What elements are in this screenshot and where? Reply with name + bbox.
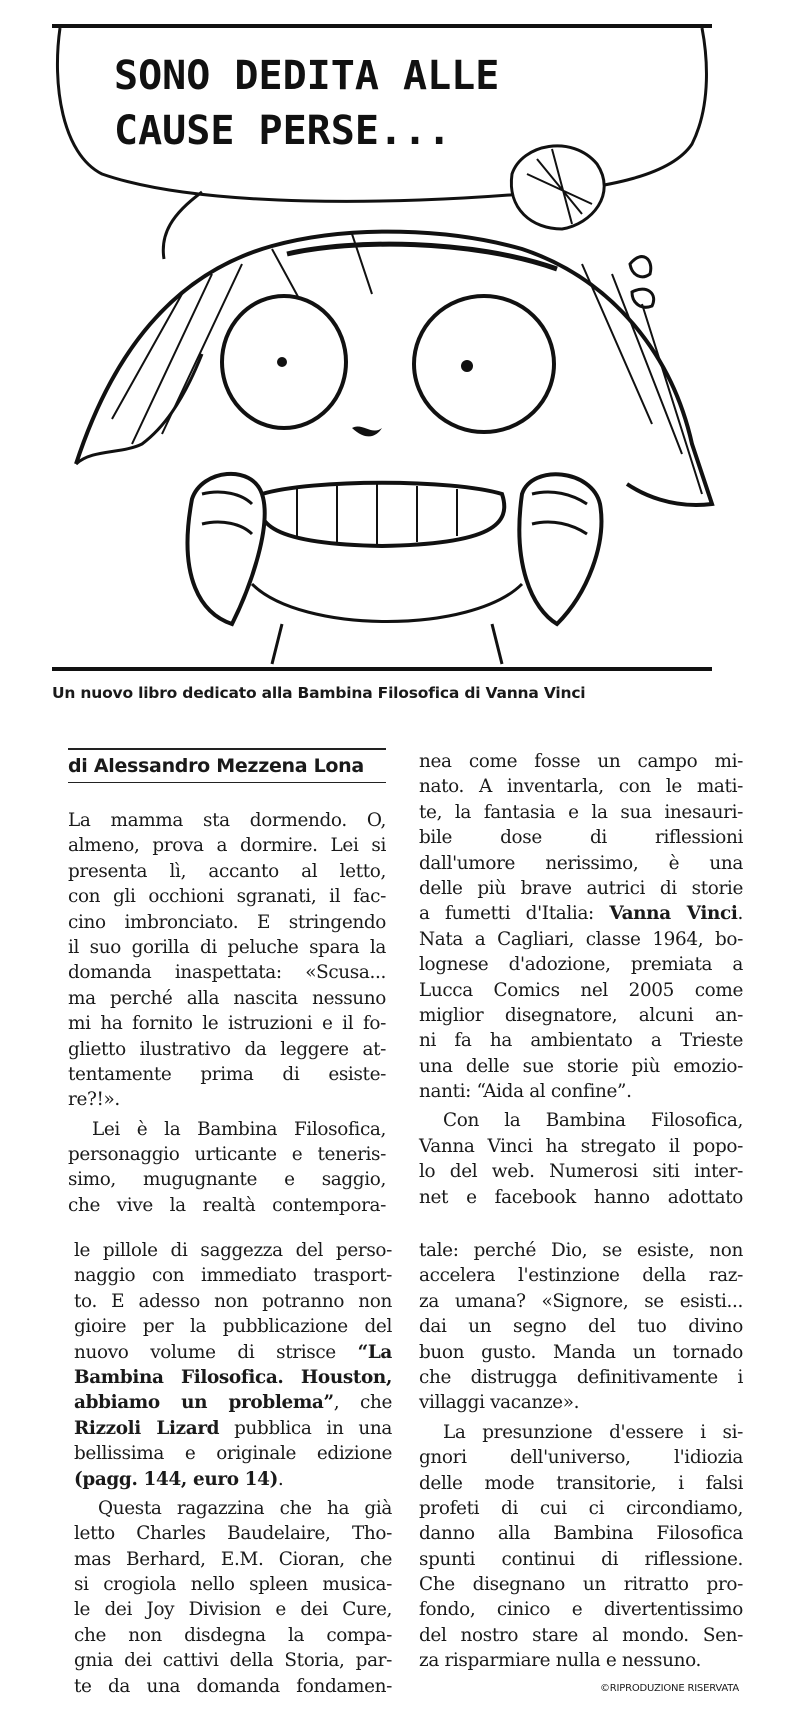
text-line: nato. A inventarla, con le mati- xyxy=(419,776,743,798)
text-line: Nata a Cagliari, classe 1964, bo- xyxy=(419,928,743,950)
text-line: almeno, prova a dormire. Lei si xyxy=(68,835,386,857)
text-run: , che xyxy=(333,1392,392,1414)
text-line: fondo, cinico e divertentissimo xyxy=(419,1599,743,1621)
article-column-2-top xyxy=(419,749,743,1210)
speech-text-line-2: CAUSE PERSE... xyxy=(114,108,452,154)
text-line: re?!». xyxy=(68,1089,120,1111)
comic-drawing xyxy=(52,24,722,672)
text-line: gioire per la pubblicazione del xyxy=(74,1316,392,1338)
text-line: dai un segno del tuo divino xyxy=(419,1316,743,1338)
text-line: tentamente prima di esiste- xyxy=(68,1063,386,1085)
text-line-book-title xyxy=(74,1340,392,1365)
text-line: lo del web. Numerosi siti inter- xyxy=(419,1161,743,1183)
text-run: . xyxy=(277,1468,284,1490)
text-run: pubblica in una xyxy=(219,1417,392,1439)
book-title: Bambina Filosofica. Houston, xyxy=(74,1366,392,1388)
right-eye xyxy=(414,296,554,432)
book-title: “La xyxy=(357,1341,392,1363)
book-price: (pagg. 144, euro 14) xyxy=(74,1468,278,1490)
text-line-publisher xyxy=(74,1416,392,1441)
article-column-1-bottom xyxy=(74,1238,392,1699)
text-line: La mamma sta dormendo. O, xyxy=(68,810,386,831)
text-line: gnia dei cattivi della Storia, par- xyxy=(74,1650,392,1672)
text-run: nuovo volume di strisce xyxy=(74,1341,358,1363)
text-line: Con la Bambina Filosofica, xyxy=(443,1110,743,1132)
author-name: Vanna Vinci xyxy=(609,903,738,925)
text-line: te, la fantasia e la sua inesauri- xyxy=(419,801,743,823)
speech-text-line-1: SONO DEDITA ALLE xyxy=(114,53,500,99)
text-line: naggio con immediato trasport- xyxy=(74,1265,392,1287)
text-line: Che disegnano un ritratto pro- xyxy=(419,1574,743,1596)
text-line: bellissima e originale edizione xyxy=(74,1443,392,1465)
text-line: bile dose di riflessioni xyxy=(419,827,743,849)
text-line-price xyxy=(74,1467,392,1492)
author-byline: di Alessandro Mezzena Lona xyxy=(68,755,386,783)
text-line: spunti continui di riflessione. xyxy=(419,1548,743,1570)
text-line: nea come fosse un campo mi- xyxy=(419,751,743,772)
comic-illustration xyxy=(52,24,722,672)
photo-caption: Un nuovo libro dedicato alla Bambina Filosofica di Vanna Vinci xyxy=(52,684,586,702)
text-line: del nostro stare al mondo. Sen- xyxy=(419,1624,743,1646)
text-line: Vanna Vinci ha stregato il popo- xyxy=(419,1135,743,1157)
text-line: net e facebook hanno adottato xyxy=(419,1186,743,1208)
article-column-2-bottom xyxy=(419,1238,743,1674)
text-line: il suo gorilla di peluche spara la xyxy=(68,936,386,958)
text-line: letto Charles Baudelaire, Tho- xyxy=(74,1523,392,1545)
text-line: le pillole di saggezza del perso- xyxy=(74,1240,392,1261)
text-line: si crogiola nello spleen musica- xyxy=(74,1574,392,1596)
text-line: miglior disegnatore, alcuni an- xyxy=(419,1004,743,1026)
text-line: villaggi vacanze». xyxy=(419,1392,580,1414)
text-line: cino imbronciato. E stringendo xyxy=(68,911,386,933)
text-line: za risparmiare nulla e nessuno. xyxy=(419,1650,701,1672)
text-line: presenta lì, accanto al letto, xyxy=(68,860,386,882)
text-line: lognese d'adozione, premiata a xyxy=(419,954,743,976)
text-line: za umana? «Signore, se esisti... xyxy=(419,1290,743,1312)
text-line: gnori dell'universo, l'idiozia xyxy=(419,1447,743,1469)
text-line: dall'umore nerissimo, è una xyxy=(419,852,743,874)
text-line: delle più brave autrici di storie xyxy=(419,877,743,899)
text-line-book-title xyxy=(74,1365,392,1390)
article-column-1-top xyxy=(68,808,386,1218)
text-line: che non disdegna la compa- xyxy=(74,1624,392,1646)
text-line: una delle sue storie più emozio- xyxy=(419,1055,743,1077)
text-line: profeti di cui ci circondiamo, xyxy=(419,1497,743,1519)
text-line: con gli occhioni sgranati, il fac- xyxy=(68,886,386,908)
book-title: abbiamo un problema” xyxy=(74,1392,334,1414)
text-line-author xyxy=(419,901,743,926)
text-line: Questa ragazzina che ha già xyxy=(98,1497,392,1519)
text-line: domanda inaspettata: «Scusa... xyxy=(68,962,386,984)
publisher-name: Rizzoli Lizard xyxy=(74,1417,220,1439)
text-line: La presunzione d'essere i si- xyxy=(443,1421,743,1443)
text-line: le dei Joy Division e dei Cure, xyxy=(74,1599,392,1621)
text-line: tale: perché Dio, se esiste, non xyxy=(419,1240,743,1261)
text-line: buon gusto. Manda un tornado xyxy=(419,1341,743,1363)
text-line: che vive la realtà contempora- xyxy=(68,1194,386,1216)
text-line: accelera l'estinzione della raz- xyxy=(419,1265,743,1287)
text-line: danno alla Bambina Filosofica xyxy=(419,1523,743,1545)
text-line: Lucca Comics nel 2005 come xyxy=(419,979,743,1001)
text-run: a fumetti d'Italia: xyxy=(419,903,610,925)
text-line-book-title xyxy=(74,1390,392,1415)
byline-block xyxy=(68,748,386,783)
text-line: ni fa ha ambientato a Trieste xyxy=(419,1030,743,1052)
text-line: te da una domanda fondamen- xyxy=(74,1675,392,1697)
text-line: simo, mugugnante e saggio, xyxy=(68,1169,386,1191)
text-line: personaggio urticante e teneris- xyxy=(68,1144,386,1166)
text-line: to. E adesso non potranno non xyxy=(74,1290,392,1312)
text-line: mas Berhard, E.M. Cioran, che xyxy=(74,1548,392,1570)
text-line: ma perché alla nascita nessuno xyxy=(68,987,386,1009)
text-line: che distrugga definitivamente i xyxy=(419,1366,743,1388)
text-line: Lei è la Bambina Filosofica, xyxy=(92,1118,386,1140)
text-line: delle mode transitorie, i falsi xyxy=(419,1472,743,1494)
copyright-notice: ©RIPRODUZIONE RISERVATA xyxy=(600,1683,740,1694)
text-run: . xyxy=(737,903,743,925)
text-line: glietto ilustrativo da leggere at- xyxy=(68,1038,386,1060)
text-line: mi ha fornito le istruzioni e il fo- xyxy=(68,1013,386,1035)
text-line: nanti: “Aida al confine”. xyxy=(419,1081,632,1103)
